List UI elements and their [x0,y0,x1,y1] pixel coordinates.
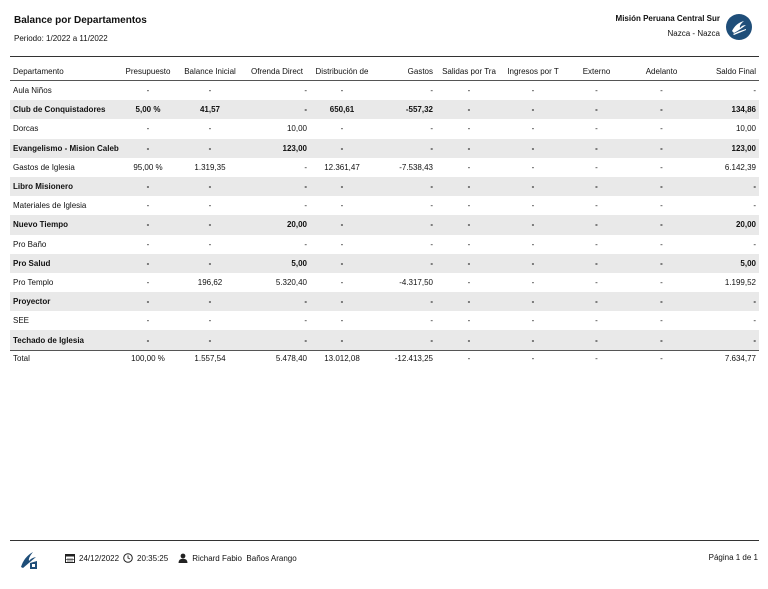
value-cell: - [146,316,150,326]
table-row [10,292,759,311]
value-cell: - [120,139,176,158]
value-cell: 1.199,52 [724,277,756,287]
column-header: Ofrenda Direct [244,62,310,81]
value-cell: - [629,330,694,350]
value-cell: - [753,316,756,326]
value-cell: - [208,239,212,249]
table-body [10,81,759,351]
value-cell: - [304,162,307,172]
value-cell: - [564,215,629,234]
value-cell: - [595,277,598,287]
value-cell: 5,00 [694,254,759,273]
organization-location: Nazca - Nazca [667,29,720,38]
value-cell: - [146,201,150,211]
value-cell: 41,57 [176,100,244,119]
value-cell: - [146,277,150,287]
value-cell: - [502,139,564,158]
value-cell: - [436,292,502,311]
value-cell: - [502,254,564,273]
value-cell: - [310,292,374,311]
value-cell: - [564,292,629,311]
value-cell: - [660,239,663,249]
value-cell: - [208,316,212,326]
table-row [10,158,759,177]
value-cell: - [564,254,629,273]
value-cell: - [660,201,663,211]
total-cell: - [564,350,629,367]
column-header: Salidas por Tra [436,62,502,81]
value-cell: 10,00 [735,124,756,134]
column-header: Saldo Final [694,62,759,81]
value-cell: 1.319,35 [194,162,226,172]
value-cell: - [753,239,756,249]
value-cell: - [310,215,374,234]
value-cell: - [629,292,694,311]
value-cell: - [374,254,436,273]
value-cell: - [436,139,502,158]
value-cell: - [310,139,374,158]
table-row [10,254,759,273]
adventist-logo-icon [18,549,40,571]
table-row [10,215,759,234]
table-row [10,100,759,119]
value-cell: - [564,139,629,158]
value-cell: - [430,316,433,326]
value-cell: - [244,292,310,311]
value-cell: - [436,254,502,273]
value-cell: - [146,239,150,249]
table-row [10,139,759,158]
header-divider [10,56,759,57]
footer-divider [10,540,759,541]
value-cell: - [467,316,471,326]
value-cell: - [502,292,564,311]
report-period: Periodo: 1/2022 a 11/2022 [14,34,108,43]
value-cell: - [176,177,244,196]
value-cell: - [304,239,307,249]
value-cell: - [310,177,374,196]
column-header: Externo [564,62,629,81]
value-cell: - [467,239,471,249]
value-cell: - [430,86,433,96]
value-cell: - [595,316,598,326]
value-cell: - [340,124,344,134]
department-cell: Club de Conquistadores [10,100,120,119]
value-cell: - [660,277,663,287]
calendar-icon [65,553,75,563]
value-cell: - [340,316,344,326]
department-cell: Pro Templo [13,277,54,287]
table-row [10,235,759,254]
value-cell: - [660,124,663,134]
value-cell: - [694,177,759,196]
value-cell: - [120,292,176,311]
value-cell: - [595,201,598,211]
value-cell: 12.361,47 [324,162,360,172]
department-cell: Techado de Iglesia [10,330,120,350]
department-cell: Materiales de Iglesia [13,201,87,211]
clock-icon [123,553,133,563]
table-row [10,311,759,330]
value-cell: - [660,86,663,96]
value-cell: - [660,316,663,326]
balance-table [10,62,759,367]
department-cell: Gastos de Iglesia [13,162,75,172]
value-cell: - [531,316,535,326]
table-row [10,196,759,215]
value-cell: - [502,100,564,119]
value-cell: 650,61 [310,100,374,119]
organization-name: Misión Peruana Central Sur [615,14,720,23]
total-cell: -12.413,25 [374,350,436,367]
value-cell: - [467,277,471,287]
column-header: Distribución de [310,62,374,81]
value-cell: - [176,139,244,158]
column-header: Presupuesto [120,62,176,81]
value-cell: - [467,162,471,172]
department-cell: Pro Baño [13,239,47,249]
column-header: Adelanto [629,62,694,81]
value-cell: - [531,277,535,287]
value-cell: - [340,239,344,249]
value-cell: - [120,330,176,350]
value-cell: -557,32 [374,100,436,119]
value-cell: - [374,215,436,234]
value-cell: 95,00 % [133,162,163,172]
value-cell: 20,00 [694,215,759,234]
value-cell: - [629,100,694,119]
column-header: Gastos [374,62,436,81]
value-cell: - [208,201,212,211]
department-cell: Evangelismo - Mision Caleb [10,139,120,158]
total-cell: 5.478,40 [244,350,310,367]
page-number: Página 1 de 1 [708,553,758,562]
value-cell: - [531,86,535,96]
value-cell: - [208,86,212,96]
value-cell: - [120,177,176,196]
value-cell: -4.317,50 [399,277,433,287]
value-cell: - [564,330,629,350]
value-cell: - [564,100,629,119]
value-cell: - [340,201,344,211]
value-cell: - [694,330,759,350]
column-header: Balance Inicial [176,62,244,81]
value-cell: - [120,254,176,273]
value-cell: - [502,177,564,196]
total-cell: 13.012,08 [310,350,374,367]
table-row [10,273,759,292]
value-cell: - [374,330,436,350]
value-cell: - [753,201,756,211]
value-cell: - [176,330,244,350]
total-cell: 1.557,54 [176,350,244,367]
value-cell: - [340,86,344,96]
report-footer [14,547,758,569]
value-cell: - [430,239,433,249]
value-cell: - [304,86,307,96]
value-cell: - [176,292,244,311]
total-label: Total [10,350,120,367]
value-cell: - [374,139,436,158]
report-title: Balance por Departamentos [14,15,147,26]
value-cell: - [244,330,310,350]
footer-time: 20:35:25 [137,553,169,563]
value-cell: - [694,292,759,311]
value-cell: - [531,162,535,172]
value-cell: 6.142,39 [724,162,756,172]
value-cell: - [436,100,502,119]
value-cell: - [146,124,150,134]
table-header-row [10,62,759,81]
value-cell: - [467,86,471,96]
department-cell: Nuevo Tiempo [10,215,120,234]
value-cell: - [660,162,663,172]
value-cell: - [629,177,694,196]
table-row [10,330,759,350]
value-cell: - [374,177,436,196]
value-cell: - [467,201,471,211]
value-cell: 196,62 [197,277,223,287]
footer-date: 24/12/2022 [79,553,120,563]
value-cell: - [629,139,694,158]
value-cell: - [120,215,176,234]
value-cell: - [595,86,598,96]
value-cell: - [595,162,598,172]
value-cell: 123,00 [244,139,310,158]
value-cell: - [502,215,564,234]
adventist-logo-icon [726,14,752,40]
value-cell: - [531,239,535,249]
department-cell: Pro Salud [10,254,120,273]
value-cell: - [304,316,307,326]
value-cell: - [595,124,598,134]
value-cell: -7.538,43 [399,162,433,172]
value-cell: - [436,177,502,196]
footer-metadata [65,553,297,563]
value-cell: - [244,177,310,196]
total-cell: 7.634,77 [694,350,759,367]
value-cell: - [208,124,212,134]
user-icon [178,553,188,563]
value-cell: - [531,201,535,211]
value-cell: - [467,124,471,134]
value-cell: - [436,215,502,234]
department-cell: Libro Misionero [10,177,120,196]
value-cell: - [340,277,344,287]
column-header: Departamento [10,62,120,81]
value-cell: 134,86 [694,100,759,119]
value-cell: - [430,201,433,211]
department-cell: Dorcas [13,124,39,134]
value-cell: - [531,124,535,134]
value-cell: - [753,86,756,96]
value-cell: 5,00 [244,254,310,273]
table-total-row [10,350,759,367]
value-cell: 20,00 [244,215,310,234]
value-cell: 5,00 % [120,100,176,119]
value-cell: - [304,201,307,211]
department-cell: Aula Niños [13,86,52,96]
total-cell: - [436,350,502,367]
total-cell: - [502,350,564,367]
value-cell: 5.320,40 [275,277,307,287]
value-cell: 123,00 [694,139,759,158]
column-header: Ingresos por T [502,62,564,81]
total-cell: - [629,350,694,367]
table-row [10,119,759,138]
value-cell: - [176,254,244,273]
value-cell: - [436,330,502,350]
department-cell: SEE [13,316,30,326]
department-cell: Proyector [10,292,120,311]
total-cell: 100,00 % [120,350,176,367]
value-cell: - [176,215,244,234]
value-cell: - [310,330,374,350]
value-cell: - [629,215,694,234]
value-cell: - [629,254,694,273]
value-cell: - [502,330,564,350]
value-cell: - [564,177,629,196]
footer-user: Richard Fabio Baños Arango [192,553,297,563]
value-cell: - [374,292,436,311]
value-cell: - [595,239,598,249]
value-cell: - [430,124,433,134]
value-cell: - [146,86,150,96]
value-cell: - [310,254,374,273]
table-row [10,81,759,101]
table-row [10,177,759,196]
value-cell: 10,00 [286,124,307,134]
value-cell: - [244,100,310,119]
